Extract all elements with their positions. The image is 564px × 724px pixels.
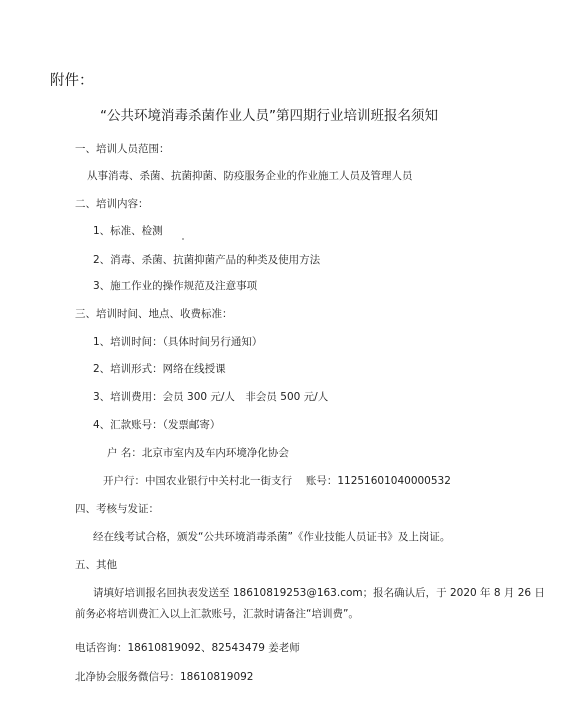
section-5-text-1: 请填好培训报名回执表发送至 18610819253@163.com；报名确认后，于 2020 年 8 月 26 日 [93, 587, 545, 599]
bank-account: 开户行：中国农业银行中关村北一街支行 账号：11251601040000532 [103, 475, 451, 487]
document-title: “公共环境消毒杀菌作业人员”第四期行业培训班报名须知 [100, 108, 438, 124]
scan-speck [182, 238, 184, 240]
section-5-text-2: 前务必将培训费汇入以上汇款账号，汇款时请备注“培训费”。 [75, 608, 359, 620]
section-3-item-3: 3、培训费用：会员 300 元/人 非会员 500 元/人 [93, 391, 329, 403]
section-3-heading: 三、培训时间、地点、收费标准： [75, 308, 233, 320]
section-1-text: 从事消毒、杀菌、抗菌抑菌、防疫服务企业的作业施工人员及管理人员 [87, 170, 413, 182]
section-3-item-1: 1、培训时间：（具体时间另行通知） [93, 336, 263, 348]
section-4-text: 经在线考试合格，颁发“公共环境消毒杀菌”《作业技能人员证书》及上岗证。 [93, 531, 451, 543]
section-3-item-4: 4、汇款账号：（发票邮寄） [93, 419, 221, 431]
section-5-heading: 五、其他 [75, 559, 117, 571]
section-2-item-2: 2、消毒、杀菌、抗菌抑菌产品的种类及使用方法 [93, 254, 321, 266]
contact-phone: 电话咨询：18610819092、82543479 姜老师 [75, 642, 300, 654]
section-2-item-3: 3、施工作业的操作规范及注意事项 [93, 280, 258, 292]
section-4-heading: 四、考核与发证： [75, 503, 159, 515]
contact-wechat: 北净协会服务微信号：18610819092 [75, 671, 254, 683]
section-1-heading: 一、培训人员范围： [75, 143, 170, 155]
attachment-label: 附件： [50, 73, 94, 89]
section-2-item-1: 1、标准、检测 [93, 225, 163, 237]
section-3-item-2: 2、培训形式：网络在线授课 [93, 363, 226, 375]
account-name: 户 名：北京市室内及车内环境净化协会 [107, 447, 289, 459]
section-2-heading: 二、培训内容： [75, 198, 149, 210]
